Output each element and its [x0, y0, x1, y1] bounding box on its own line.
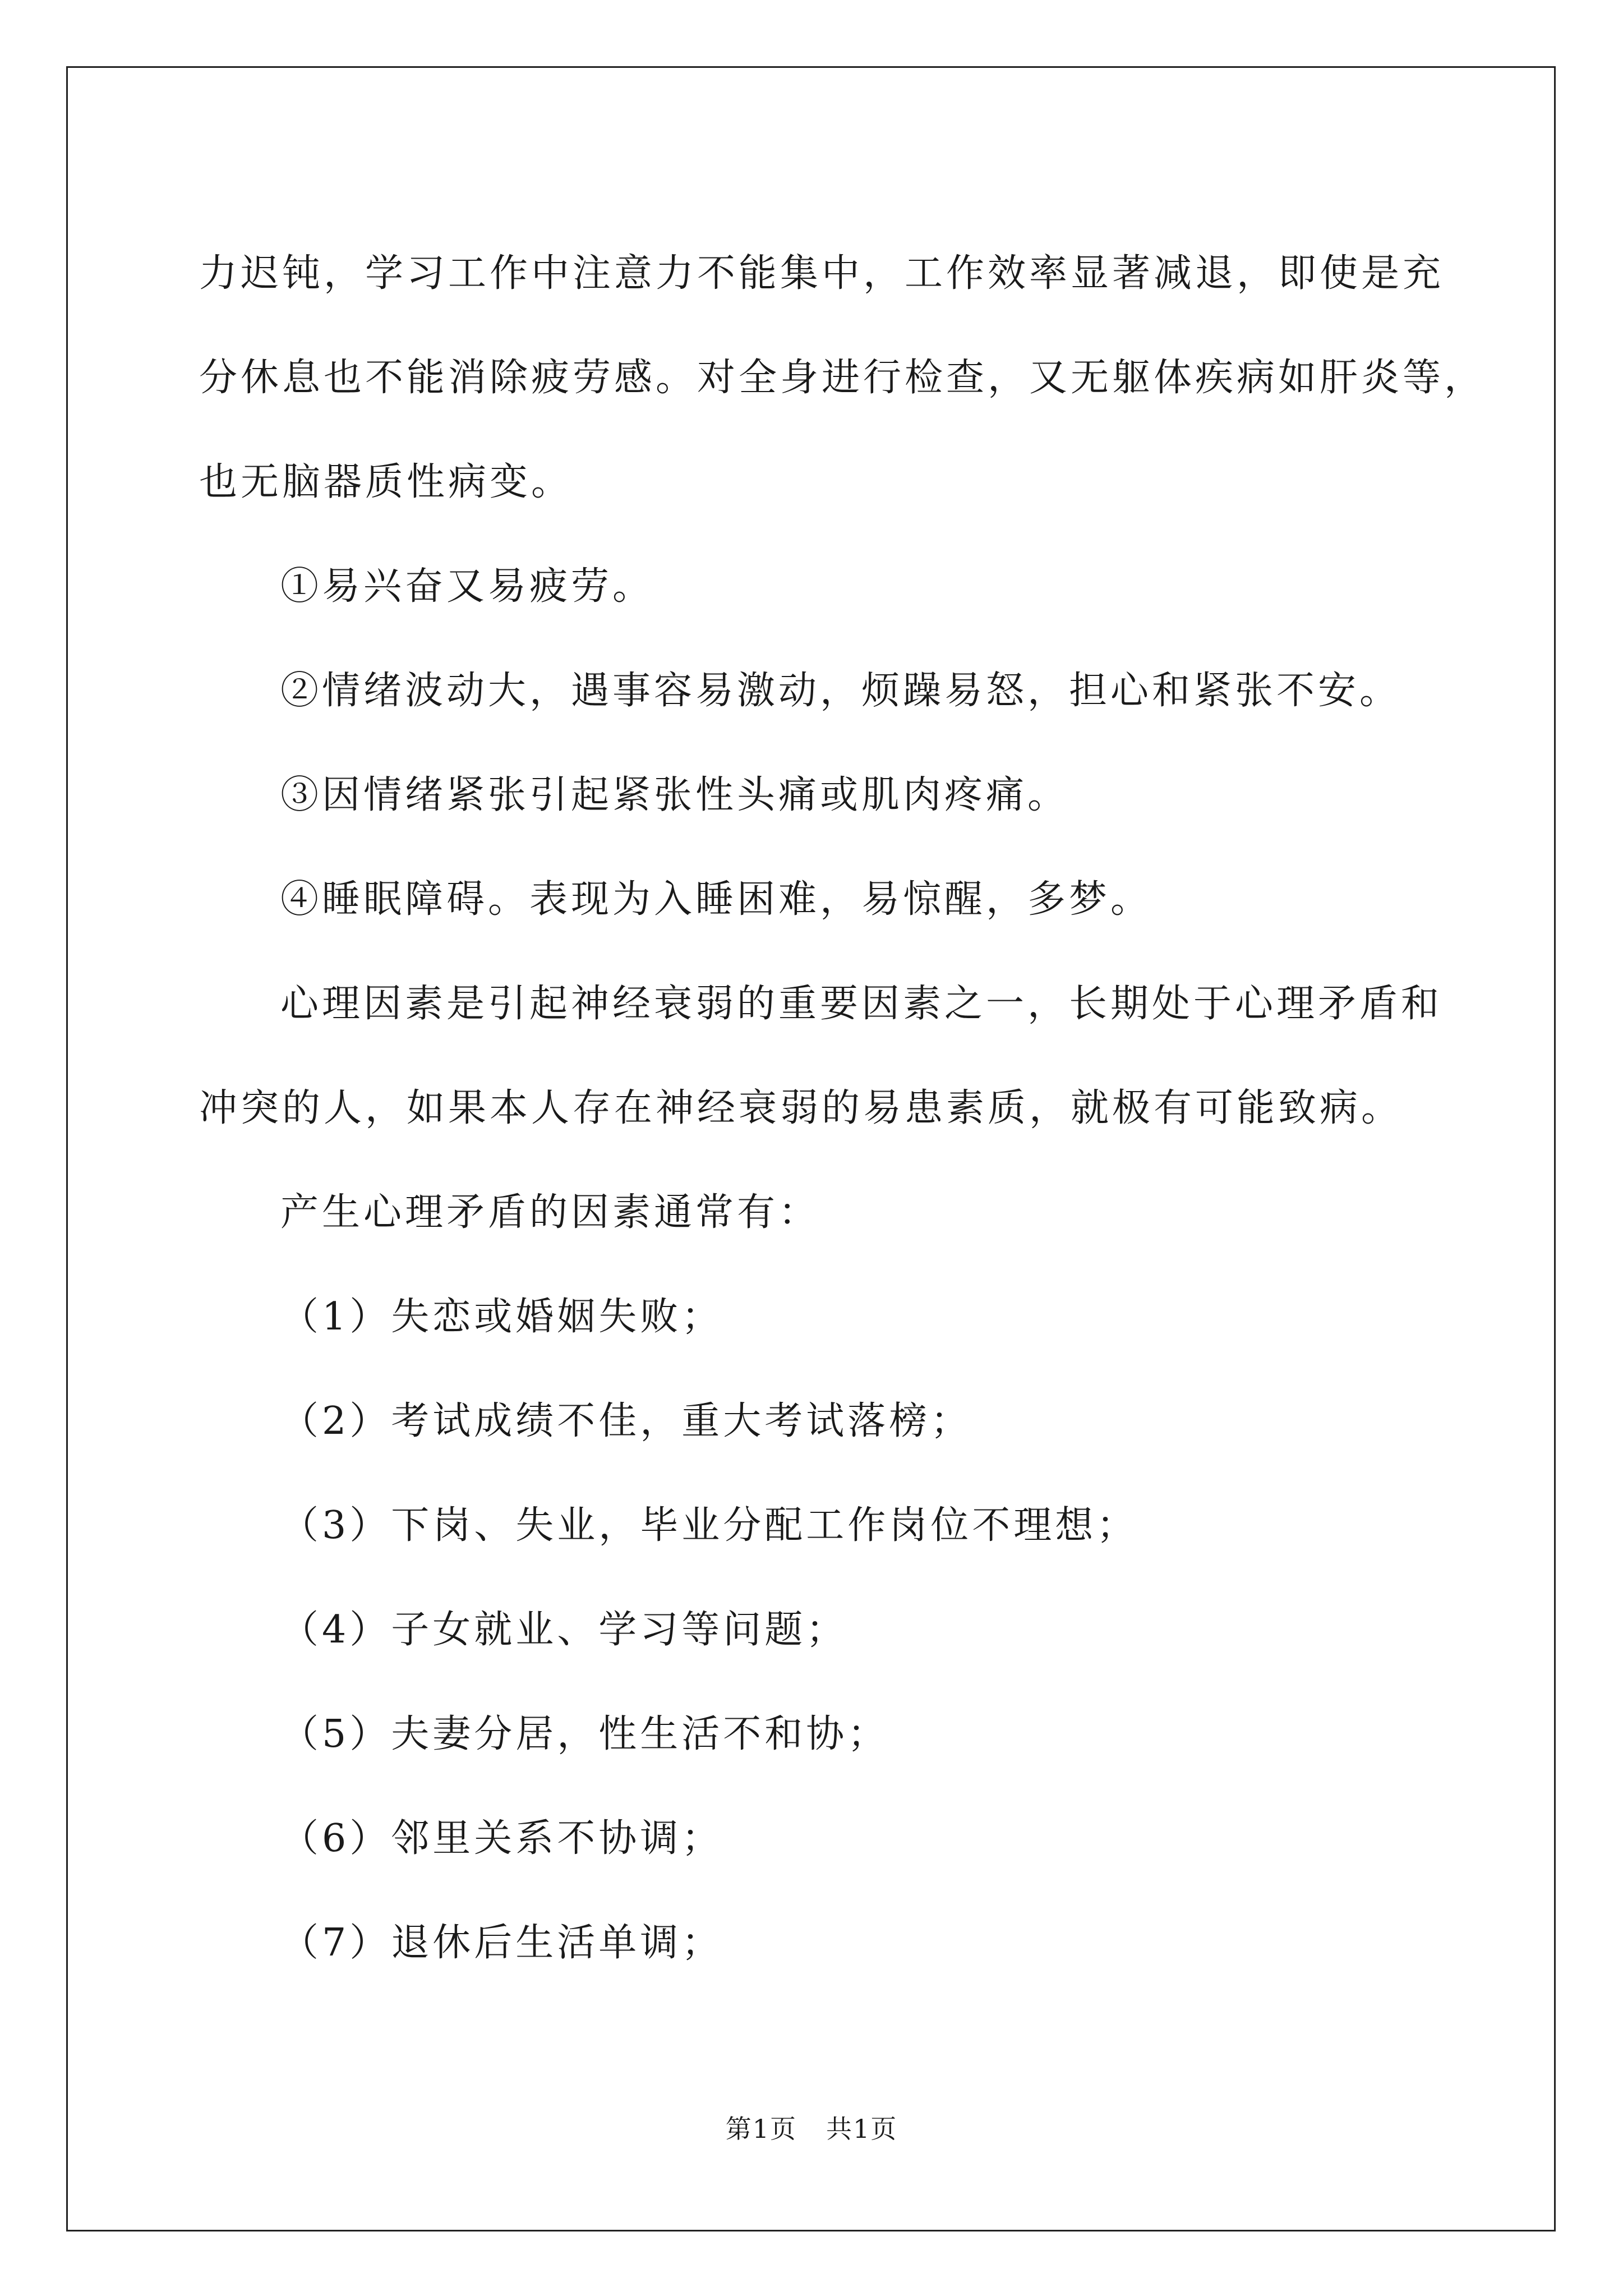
symptom-item: ③因情绪紧张引起紧张性头痛或肌肉疼痛。 — [280, 773, 1069, 817]
symptom-item: ②情绪波动大，遇事容易激动，烦躁易怒，担心和紧张不安。 — [280, 669, 1401, 713]
paragraph-line: 心理因素是引起神经衰弱的重要因素之一，长期处于心理矛盾和 — [280, 982, 1443, 1026]
page-number: 第1页 — [725, 2114, 797, 2144]
symptom-item: ④睡眠障碍。表现为入睡困难，易惊醒，多梦。 — [280, 877, 1152, 922]
factor-item: （3）下岗、失业，毕业分配工作岗位不理想； — [280, 1503, 1138, 1548]
factor-item: （1）失恋或婚姻失败； — [280, 1295, 723, 1339]
paragraph-line: 分休息也不能消除疲劳感。对全身进行检查，又无躯体疾病如肝炎等， — [199, 356, 1486, 400]
factor-item: （5）夫妻分居，性生活不和协； — [280, 1712, 889, 1756]
document-body — [199, 222, 1486, 1995]
factor-item: （2）考试成绩不佳，重大考试落榜； — [280, 1399, 972, 1443]
paragraph-line: 力迟钝，学习工作中注意力不能集中，工作效率显著减退，即使是充 — [199, 251, 1445, 296]
paragraph-line: 产生心理矛盾的因素通常有： — [280, 1190, 820, 1235]
paragraph-line: 冲突的人，如果本人存在神经衰弱的易患素质，就极有可能致病。 — [199, 1086, 1403, 1130]
factor-item: （4）子女就业、学习等问题； — [280, 1608, 848, 1652]
page-footer — [0, 2112, 1623, 2146]
paragraph-line: 也无脑器质性病变。 — [199, 460, 573, 504]
factor-item: （7）退休后生活单调； — [280, 1921, 723, 1965]
page-total: 共1页 — [826, 2114, 898, 2144]
symptom-item: ①易兴奋又易疲劳。 — [280, 564, 654, 609]
factor-item: （6）邻里关系不协调； — [280, 1816, 723, 1861]
